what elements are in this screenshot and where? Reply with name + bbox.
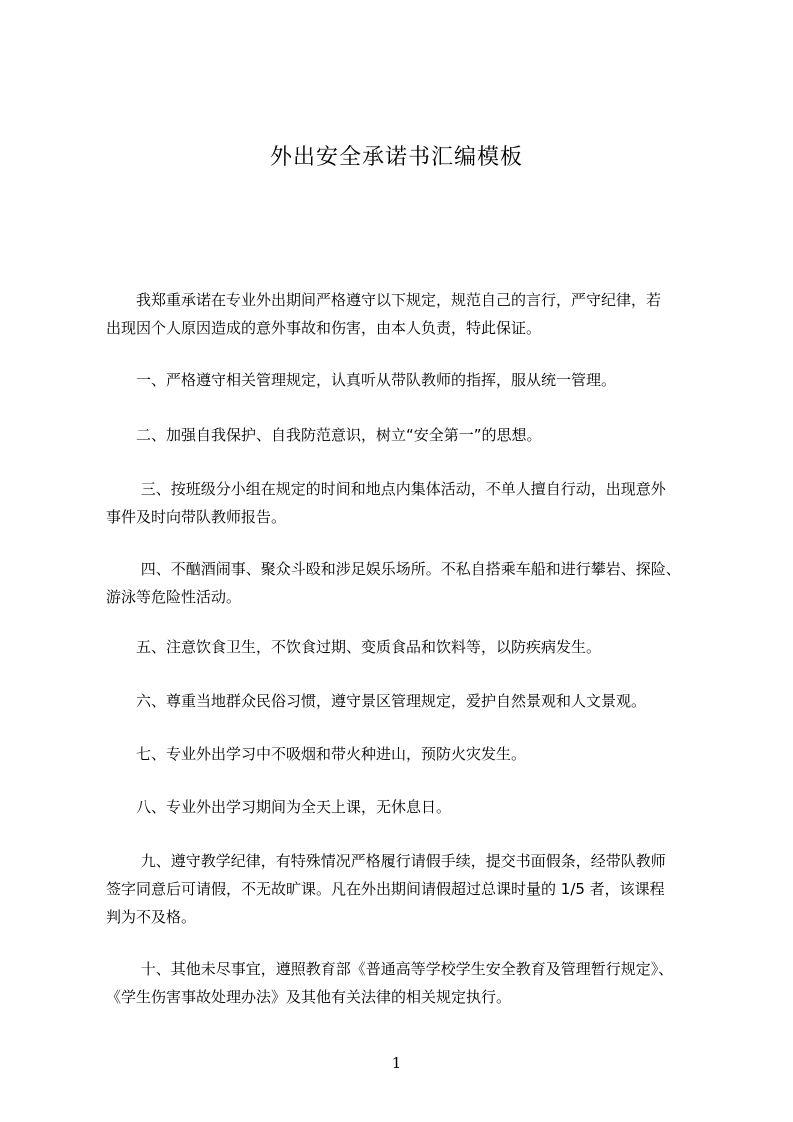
rule-9 bbox=[106, 847, 706, 931]
text-line: 游泳等危险性活动。 bbox=[106, 588, 242, 606]
text-line: 八、专业外出学习期间为全天上课，无休息日。 bbox=[106, 798, 452, 816]
text-line: 我郑重承诺在专业外出期间严格遵守以下规定，规范自己的言行，严守纪律，若 bbox=[106, 291, 662, 309]
document-title: 外出安全承诺书汇编模板 bbox=[269, 145, 523, 170]
rule-7 bbox=[106, 740, 706, 768]
text-line: 七、专业外出学习中不吸烟和带火种进山，预防火灾发生。 bbox=[106, 745, 527, 763]
rule-10 bbox=[106, 955, 706, 1011]
page-number: 1 bbox=[391, 1054, 402, 1072]
text-line: 四、不酗酒闹事、聚众斗殴和涉足娱乐场所。不私自搭乘车船和进行攀岩、探险、 bbox=[106, 560, 681, 578]
rule-4 bbox=[106, 555, 706, 611]
rule-1 bbox=[106, 366, 706, 394]
text-line: 五、注意饮食卫生，不饮食过期、变质食品和饮料等，以防疾病发生。 bbox=[106, 638, 602, 656]
rule-6 bbox=[106, 687, 706, 715]
text-line: 事件及时向带队教师报告。 bbox=[106, 508, 287, 526]
text-line: 判为不及格。 bbox=[106, 908, 197, 926]
text-line: 六、尊重当地群众民俗习惯，遵守景区管理规定，爱护自然景观和人文景观。 bbox=[106, 692, 647, 710]
text-line: 九、遵守教学纪律，有特殊情况严格履行请假手续，提交书面假条，经带队教师 bbox=[106, 852, 666, 870]
intro-paragraph bbox=[106, 286, 706, 342]
text-line: 二、加强自我保护、自我防范意识，树立“安全第一”的思想。 bbox=[106, 426, 542, 444]
rule-8 bbox=[106, 793, 706, 821]
text-line: 签字同意后可请假，不无故旷课。凡在外出期间请假超过总课时量的 1/5 者，该课程 bbox=[106, 880, 665, 898]
rule-2 bbox=[106, 421, 706, 449]
rule-3 bbox=[106, 475, 706, 531]
text-line: 十、其他未尽事宜，遵照教育部《普通高等学校学生安全教育及管理暂行规定》、 bbox=[106, 960, 674, 978]
text-line: 出现因个人原因造成的意外事故和伤害，由本人负责，特此保证。 bbox=[106, 319, 542, 337]
text-line: 《学生伤害事故处理办法》及其他有关法律的相关规定执行。 bbox=[106, 988, 512, 1006]
text-line: 一、严格遵守相关管理规定，认真听从带队教师的指挥，服从统一管理。 bbox=[106, 371, 617, 389]
rule-5 bbox=[106, 633, 706, 661]
text-line: 三、按班级分小组在规定的时间和地点内集体活动，不单人擅自行动，出现意外 bbox=[106, 480, 666, 498]
